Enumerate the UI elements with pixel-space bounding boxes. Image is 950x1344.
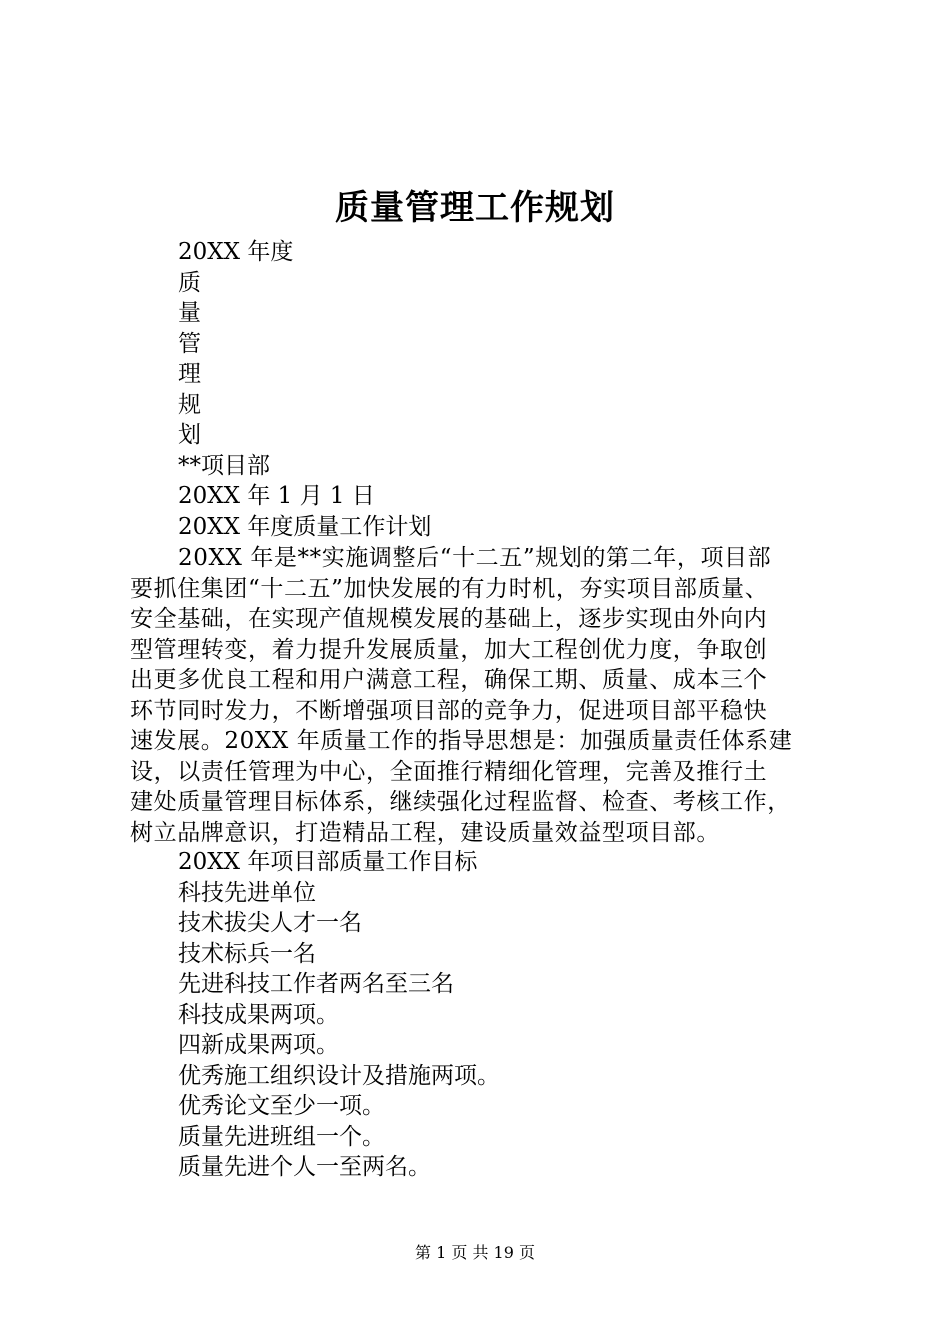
goal-item: 技术标兵一名 [178, 940, 316, 967]
paragraph-line: 20XX 年是**实施调整后“十二五”规划的第二年，项目部 [178, 545, 772, 571]
goal-item: 先进科技工作者两名至三名 [178, 971, 454, 997]
paragraph-line: 要抓住集团“十二五”加快发展的有力时机，夯实项目部质量、 [130, 575, 769, 602]
vertical-title-char: 质 [178, 269, 201, 296]
goal-item: 科技成果两项。 [178, 1001, 339, 1028]
goal-item: 四新成果两项。 [178, 1032, 339, 1058]
vertical-title-char: 划 [178, 422, 201, 448]
guiding-paragraph [130, 543, 830, 848]
paragraph-line: 型管理转变，着力提升发展质量，加大工程创优力度，争取创 [130, 636, 768, 663]
vertical-title-char: 管 [178, 330, 201, 357]
vertical-title-char: 规 [178, 391, 201, 418]
paragraph-line: 速发展。20XX 年质量工作的指导思想是：加强质量责任体系建 [130, 728, 793, 754]
vertical-title-char: 量 [178, 300, 201, 326]
goal-heading: 20XX 年项目部质量工作目标 [178, 849, 478, 875]
goal-item: 质量先进班组一个。 [178, 1123, 385, 1150]
year-line: 20XX 年度 [178, 239, 294, 265]
date-line: 20XX 年 1 月 1 日 [178, 483, 375, 509]
page-footer: 第 1 页 共 19 页 [415, 1243, 535, 1262]
vertical-title-char: 理 [178, 361, 201, 387]
goal-item: 优秀施工组织设计及措施两项。 [178, 1062, 500, 1089]
paragraph-line: 树立品牌意识，打造精品工程，建设质量效益型项目部。 [130, 819, 720, 846]
goal-item: 技术拔尖人才一名 [178, 910, 362, 936]
paragraph-line: 安全基础，在实现产值规模发展的基础上，逐步实现由外向内 [130, 606, 768, 632]
paragraph-line: 建处质量管理目标体系，继续强化过程监督、检查、考核工作， [130, 789, 791, 815]
goal-item: 科技先进单位 [178, 879, 316, 906]
paragraph-line: 环节同时发力，不断增强项目部的竞争力，促进项目部平稳快 [130, 697, 768, 724]
goal-item: 质量先进个人一至两名。 [178, 1154, 431, 1180]
department-line: **项目部 [178, 452, 270, 479]
document-title: 质量管理工作规划 [335, 188, 615, 228]
paragraph-line: 出更多优良工程和用户满意工程，确保工期、质量、成本三个 [130, 667, 768, 693]
header-lines [178, 237, 858, 542]
goal-list [178, 847, 858, 1183]
plan-heading: 20XX 年度质量工作计划 [178, 513, 432, 540]
goal-item: 优秀论文至少一项。 [178, 1093, 385, 1119]
paragraph-line: 设，以责任管理为中心，全面推行精细化管理，完善及推行土 [130, 758, 768, 785]
